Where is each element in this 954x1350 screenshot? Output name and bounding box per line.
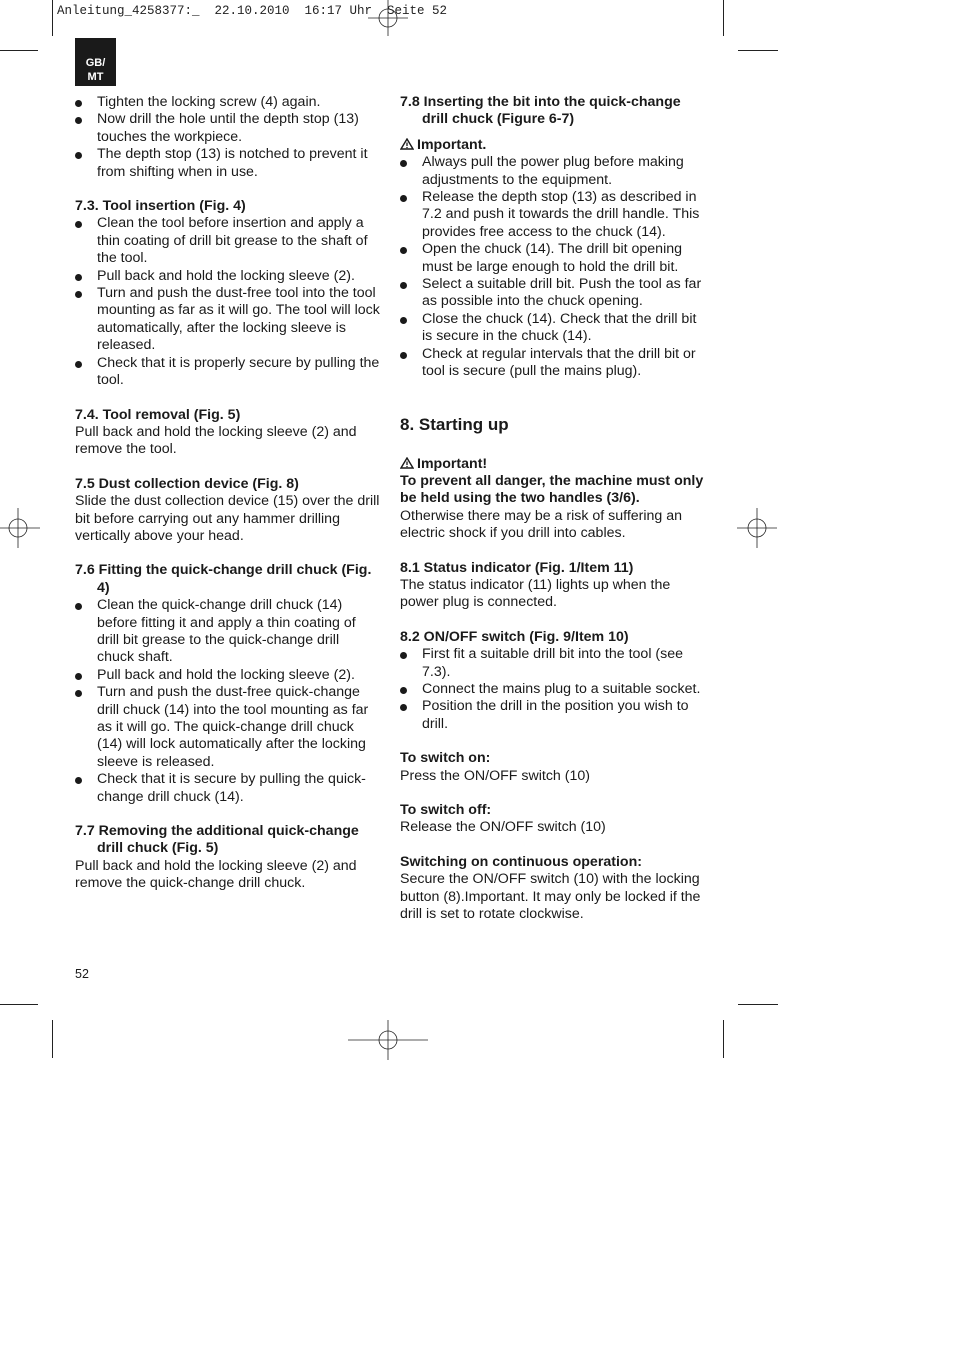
paragraph: Press the ON/OFF switch (10) — [400, 767, 590, 784]
subheading: Switching on continuous operation: — [400, 853, 642, 870]
language-badge — [75, 38, 116, 86]
left-column — [75, 94, 380, 893]
section-heading: 7.7 Removing the additional quick-change drill chuck (Fig. 5) — [75, 823, 359, 857]
list-item: Check at regular intervals that the drill bit or tool is secure (pull the mains plug). — [400, 346, 705, 381]
list-item: Check that it is properly secure by pulling the tool. — [75, 355, 380, 390]
crop-mark — [0, 1004, 38, 1005]
section-heading: 7.5 Dust collection device (Fig. 8) — [75, 475, 299, 492]
section-heading: 7.3. Tool insertion (Fig. 4) — [75, 198, 246, 215]
list-item: Tighten the locking screw (4) again. — [75, 94, 380, 111]
section-heading: 8. Starting up — [400, 414, 509, 434]
crop-mark — [52, 1020, 53, 1058]
warning-triangle-icon — [400, 457, 414, 469]
important-label: Important! — [417, 455, 488, 472]
paragraph: The status indicator (11) lights up when the power plug is connected. — [400, 576, 671, 611]
crop-mark — [738, 1004, 778, 1005]
important-label: Important. — [417, 136, 487, 153]
list-item: Always pull the power plug before making adjustments to the equipment. — [400, 154, 705, 189]
crop-mark — [52, 0, 53, 36]
crop-mark — [723, 0, 724, 36]
registration-mark-icon — [348, 1020, 428, 1060]
list-item: The depth stop (13) is notched to prevent it from shifting when in use. — [75, 146, 380, 181]
bullet-list — [75, 597, 380, 806]
section-heading: 7.6 Fitting the quick-change drill chuck (Fig. 4) — [75, 562, 372, 596]
list-item: Check that it is secure by pulling the quick-change drill chuck (14). — [75, 771, 380, 806]
print-slug: Anleitung_4258377:_ 22.10.2010 16:17 Uhr Seite 52 — [57, 4, 448, 18]
paragraph: Slide the dust collection device (15) over the drill bit before carrying out any hammer drilling vertically above your head. — [75, 493, 380, 544]
registration-mark-icon — [737, 508, 777, 548]
list-item: Turn and push the dust-free tool into the tool mounting as far as it will go. The tool will lock automatically, after the locking sleeve is released. — [75, 285, 380, 355]
paragraph: Pull back and hold the locking sleeve (2) and remove the tool. — [75, 423, 357, 458]
paragraph: Release the ON/OFF switch (10) — [400, 819, 606, 836]
section-heading: 7.8 Inserting the bit into the quick-change drill chuck (Figure 6-7) — [400, 94, 681, 128]
list-item: Clean the quick-change drill chuck (14) before fitting it and apply a thin coating of drill bit grease to the quick-change drill chuck shaft. — [75, 597, 380, 667]
list-item: Position the drill in the position you wish to drill. — [400, 698, 705, 733]
list-item: Pull back and hold the locking sleeve (2). — [75, 667, 380, 684]
bullet-list — [75, 94, 380, 181]
section-heading: 8.2 ON/OFF switch (Fig. 9/Item 10) — [400, 628, 629, 645]
important-note — [400, 137, 705, 154]
list-item: Now drill the hole until the depth stop (13) touches the workpiece. — [75, 111, 380, 146]
registration-mark-icon — [368, 0, 408, 40]
subheading: To switch on: — [400, 750, 491, 767]
warning-triangle-icon — [400, 138, 414, 150]
list-item: Close the chuck (14). Check that the drill bit is secure in the chuck (14). — [400, 311, 705, 346]
list-item: First fit a suitable drill bit into the tool (see 7.3). — [400, 646, 705, 681]
subheading: To switch off: — [400, 802, 492, 818]
crop-mark — [0, 50, 38, 51]
paragraph: Otherwise there may be a risk of suffering an electric shock if you drill into cables. — [400, 507, 683, 542]
list-item: Turn and push the dust-free quick-change drill chuck (14) into the tool mounting as far as it will go. The quick-change drill chuck (14) will lock automatically after the locking sleeve is released. — [75, 684, 380, 771]
list-item: Pull back and hold the locking sleeve (2). — [75, 268, 380, 285]
right-column — [400, 94, 705, 923]
crop-mark — [738, 50, 778, 51]
important-note — [400, 456, 705, 473]
page-number: 52 — [75, 967, 89, 981]
paragraph: Pull back and hold the locking sleeve (2) and remove the quick-change drill chuck. — [75, 857, 357, 892]
crop-mark — [723, 1020, 724, 1058]
list-item: Open the chuck (14). The drill bit opening must be large enough to hold the drill bit. — [400, 241, 705, 276]
section-heading: 8.1 Status indicator (Fig. 1/Item 11) — [400, 559, 634, 576]
list-item: Release the depth stop (13) as described in 7.2 and push it towards the drill handle. This provides free access to the chuck (14). — [400, 189, 705, 241]
paragraph: Secure the ON/OFF switch (10) with the locking button (8).Important. It may only be locked if the drill is set to rotate clockwise. — [400, 871, 701, 923]
warning-text: To prevent all danger, the machine must only be held using the two handles (3/6). — [400, 472, 704, 507]
list-item: Clean the tool before insertion and apply a thin coating of drill bit grease to the shaft of the tool. — [75, 215, 380, 267]
section-heading: 7.4. Tool removal (Fig. 5) — [75, 406, 241, 423]
badge-line: GB/ — [85, 57, 106, 69]
registration-mark-icon — [0, 508, 40, 548]
list-item: Connect the mains plug to a suitable socket. — [400, 681, 705, 698]
bullet-list — [400, 646, 705, 733]
bullet-list — [75, 215, 380, 389]
badge-line: MT — [87, 71, 104, 83]
bullet-list — [400, 154, 705, 380]
list-item: Select a suitable drill bit. Push the tool as far as possible into the chuck opening. — [400, 276, 705, 311]
